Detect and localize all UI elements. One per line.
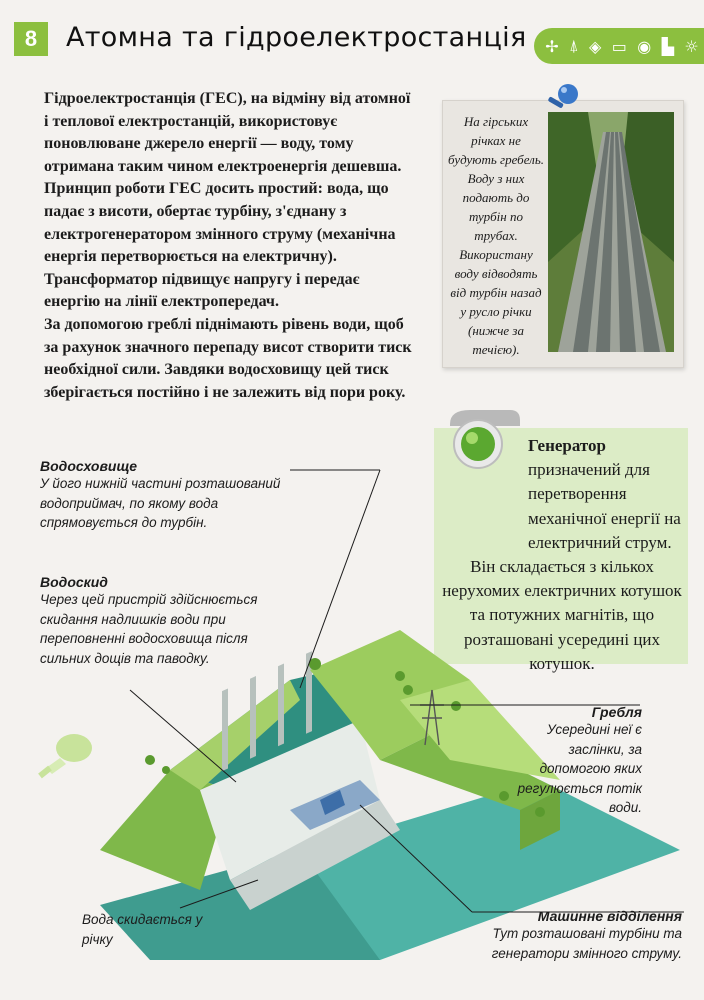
label-reservoir-title: Водосховище [40, 458, 137, 474]
label-machine-room-desc: Тут розташовані турбіни та генератори змінного струму. [491, 926, 682, 961]
wind-turbine-icon: ✢ [545, 36, 559, 56]
photo-caption: На гірських річках не будують гребель. Воду з них подають до турбін по трубах. Використану воду відводять від турбін назад у русло річки (нижче за течією). [448, 114, 544, 357]
generator-desc-2: Він складається з кількох нерухомих електричних котушок та потужних магнітів, що розташовані усередині цих котушок. [442, 557, 682, 673]
label-dam-title: Гребля [591, 704, 642, 720]
label-dam [500, 704, 642, 818]
label-outflow: Вода скидається у річку [82, 912, 203, 947]
solar-array-icon: ☼ [684, 36, 699, 56]
label-machine-room [436, 908, 682, 963]
label-reservoir-desc: У його нижній частині розташований водоприймач, по якому вода спрямовується до турбін. [40, 476, 281, 530]
page-number: 8 [14, 22, 48, 56]
factory-icon: ▙ [661, 36, 674, 56]
energy-bulb-icon [36, 724, 96, 780]
label-spillway-title: Водоскид [40, 574, 108, 590]
power-tower-icon: ⍋ [569, 36, 579, 55]
intro-paragraph: Гідроелектростанція (ГЕС), на відміну від атомної і теплової електростанцій, використовує поновлюване джерело енергії — воду, тому отримана таким чином електроенергія дешевша. Принцип роботи ГЕС досить простий: вода, що падає з висоти, обертає турбіну, з'єднану з електрогенератором змінного струму (механічна енергія перетворюється на електричну). Трансформатор підвищує напругу і передає енергію на лінії електропередач. [44, 90, 411, 311]
intro-paragraph: За допомогою греблі піднімають рівень води, щоб за рахунок значного перепаду висот створити тиск необхідної сили. Завдяки водосховищу цей тиск зберігається постійно і не залежить від пори року. [44, 315, 412, 401]
battery-icon: ▭ [611, 36, 627, 56]
label-dam-desc: Усередині неї є заслінки, за допомогою яких регулюється потік води. [517, 722, 642, 815]
bulb-icon: ◉ [637, 36, 652, 56]
label-spillway-desc: Через цей пристрій здійснюється скидання надлишків води при переповненні водосховища після сильних дощів та паводку. [40, 592, 258, 666]
page-title: Атомна та гідроелектростанція [66, 22, 527, 53]
generator-term: Генератор [528, 436, 607, 455]
label-reservoir [40, 458, 290, 533]
label-machine-room-title: Машинне відділення [537, 908, 682, 924]
label-spillway [40, 574, 258, 668]
solar-panel-icon: ◈ [589, 36, 602, 56]
generator-desc: призначений для перетворення механічної енергії на електричний струм. [528, 460, 681, 552]
